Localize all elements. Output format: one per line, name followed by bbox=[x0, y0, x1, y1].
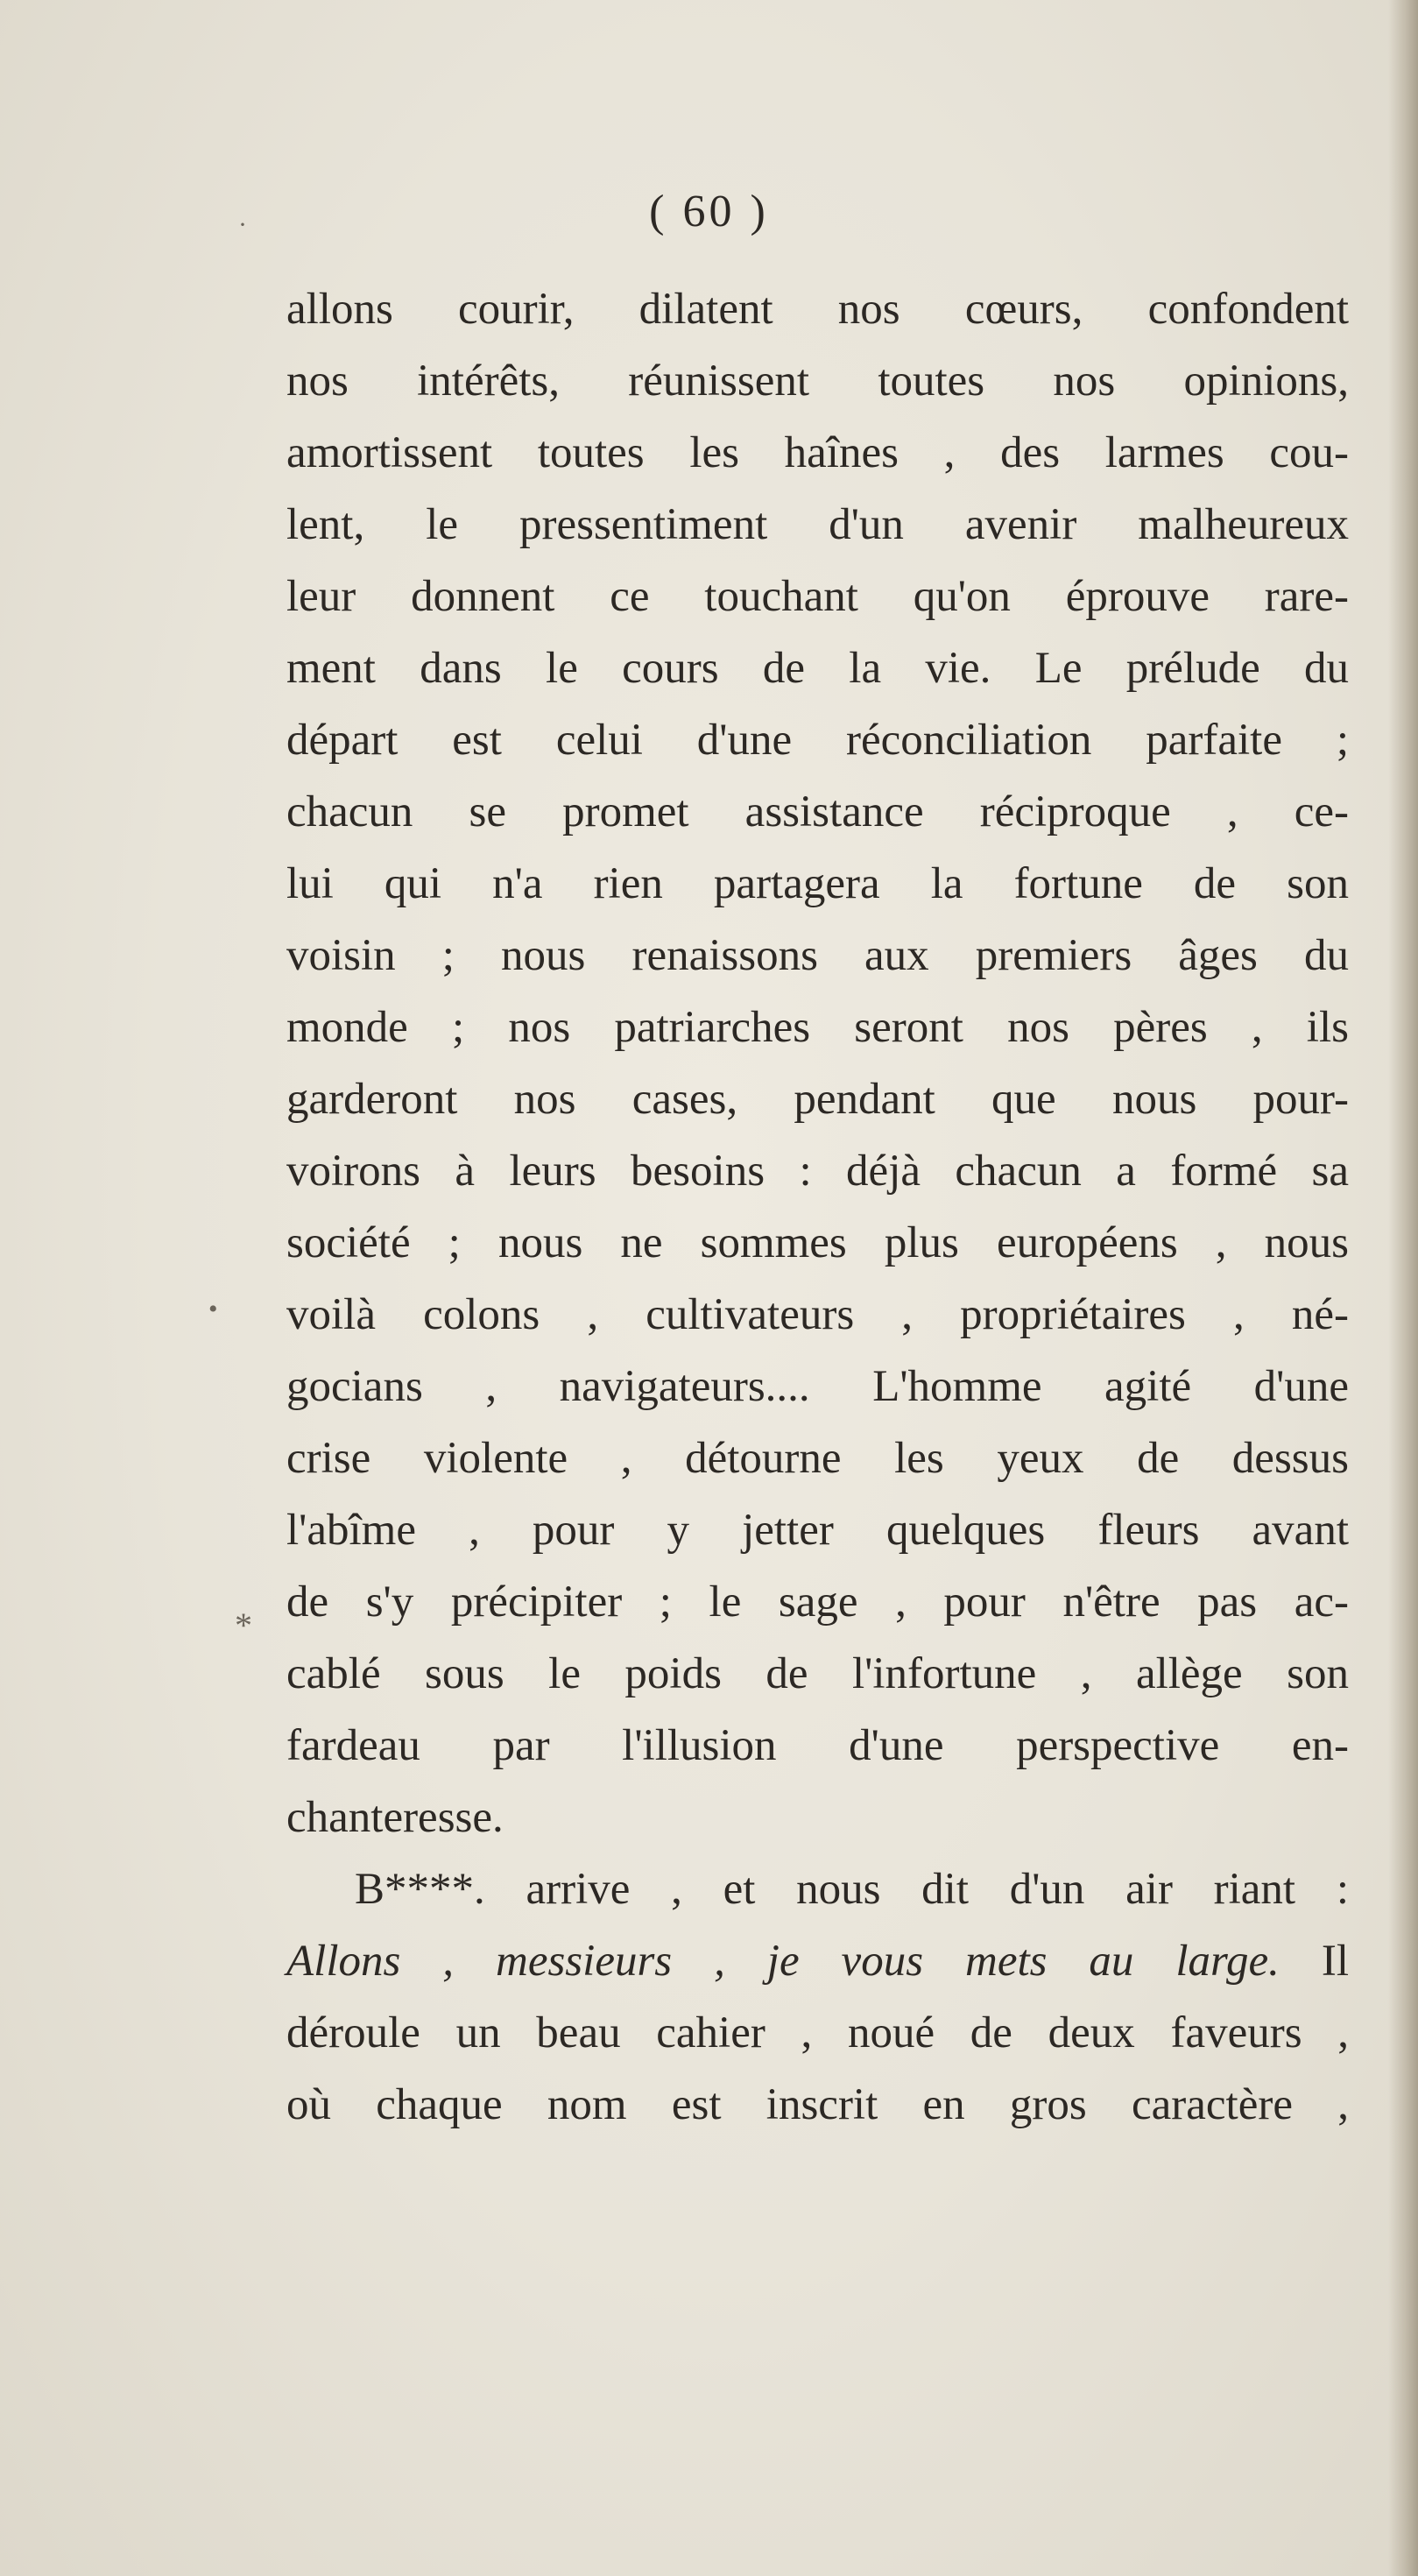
text-line: lent, le pressentiment d'un avenir malheureux bbox=[286, 500, 1349, 549]
text-line: B****. arrive , et nous dit d'un air riant : bbox=[355, 1865, 1349, 1914]
text-fragment: Il bbox=[1279, 1937, 1349, 1986]
ink-speck: · bbox=[238, 210, 247, 239]
text-line: garderont nos cases, pendant que nous pour- bbox=[286, 1075, 1349, 1124]
text-line: gocians , navigateurs.... L'homme agité d'une bbox=[286, 1362, 1349, 1411]
text-line: où chaque nom est inscrit en gros caractère , bbox=[286, 2080, 1349, 2129]
text-line: de s'y précipiter ; le sage , pour n'être pas ac- bbox=[286, 1577, 1349, 1627]
text-line: monde ; nos patriarches seront nos pères , ils bbox=[286, 1003, 1349, 1052]
text-line: déroule un beau cahier , noué de deux faveurs , bbox=[286, 2008, 1349, 2057]
text-line: amortissent toutes les haînes , des larmes cou- bbox=[286, 428, 1349, 477]
italic-quote: Allons , messieurs , je vous mets au large. bbox=[286, 1937, 1280, 1986]
body-text bbox=[286, 273, 1349, 2141]
text-line: leur donnent ce touchant qu'on éprouve rare- bbox=[286, 572, 1349, 621]
text-line: voisin ; nous renaissons aux premiers âges du bbox=[286, 931, 1349, 980]
text-line: crise violente , détourne les yeux de dessus bbox=[286, 1434, 1349, 1483]
text-line: ment dans le cours de la vie. Le prélude du bbox=[286, 644, 1349, 693]
page-gutter-shadow bbox=[1388, 0, 1418, 2576]
text-line: voirons à leurs besoins : déjà chacun a formé sa bbox=[286, 1147, 1349, 1196]
ink-speck: • bbox=[208, 1295, 218, 1323]
text-line: chanteresse. bbox=[286, 1793, 504, 1842]
text-line: nos intérêts, réunissent toutes nos opinions, bbox=[286, 356, 1349, 406]
text-line: départ est celui d'une réconciliation parfaite ; bbox=[286, 716, 1349, 765]
text-line: lui qui n'a rien partagera la fortune de son bbox=[286, 859, 1349, 908]
text-line-mixed bbox=[286, 1925, 1349, 1997]
text-line: voilà colons , cultivateurs , propriétaires , né- bbox=[286, 1290, 1349, 1339]
text-line: allons courir, dilatent nos cœurs, confondent bbox=[286, 285, 1349, 334]
text-line: chacun se promet assistance réciproque , ce- bbox=[286, 787, 1349, 836]
margin-mark: * bbox=[235, 1606, 252, 1645]
text-line: l'abîme , pour y jetter quelques fleurs avant bbox=[286, 1506, 1349, 1555]
text-line: cablé sous le poids de l'infortune , allège son bbox=[286, 1649, 1349, 1698]
page-number: ( 60 ) bbox=[649, 187, 769, 236]
text-line: fardeau par l'illusion d'une perspective en- bbox=[286, 1721, 1349, 1770]
text-line: société ; nous ne sommes plus européens , nous bbox=[286, 1218, 1349, 1267]
